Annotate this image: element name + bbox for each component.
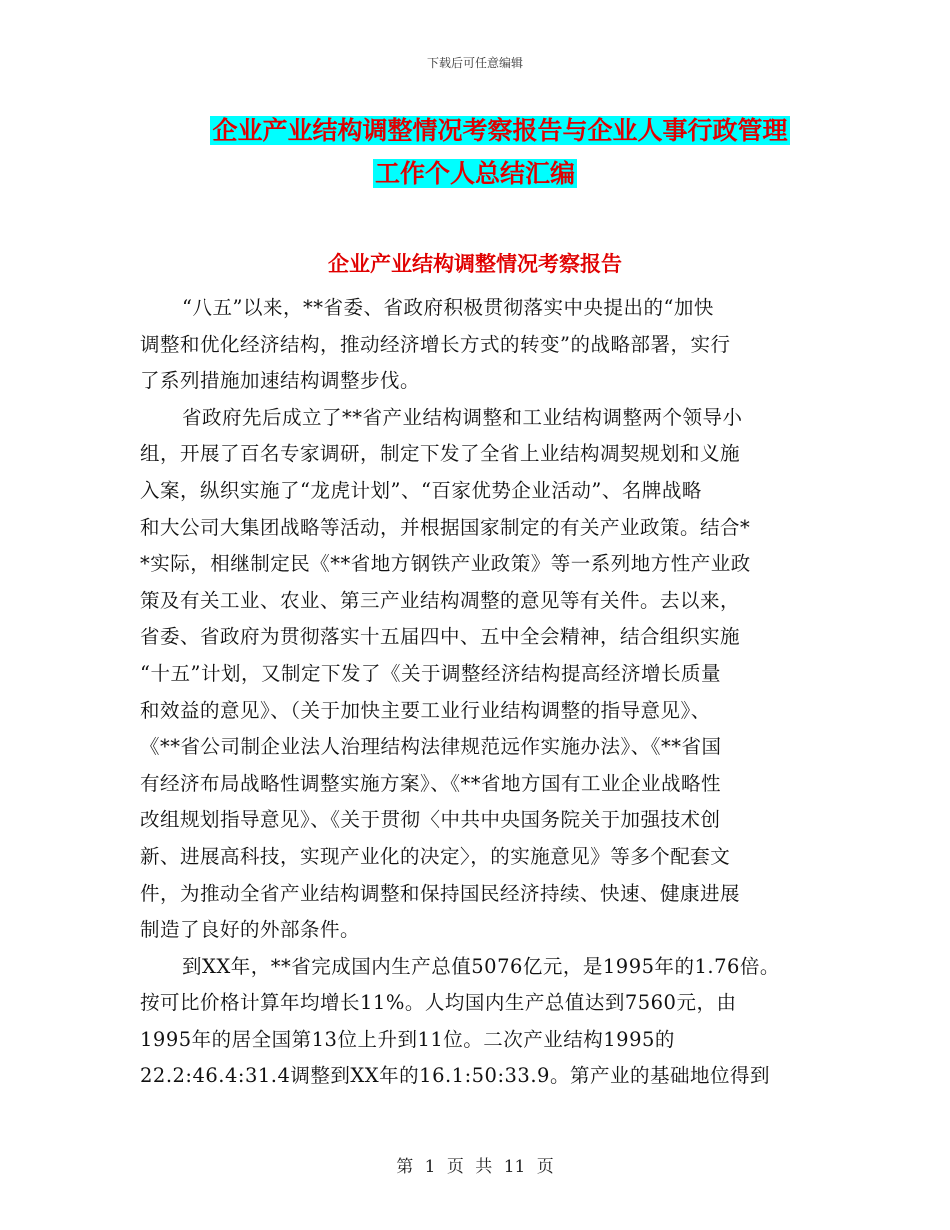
text-line: 调整和优化经济结构，推动经济增长方式的转变”的战略部署，实行 <box>140 332 731 356</box>
document-title-line-1 <box>25 114 950 148</box>
text-line: “十五”计划，又制定下发了《关于调整经济结构提高经济增长质量 <box>140 661 721 685</box>
text-line: 和效益的意见》、（关于加快主要工业行业结构调整的指导意见》、 <box>140 698 711 722</box>
text-line: 件，为推动全省产业结构调整和保持国民经济持续、快速、健康进展 <box>140 881 741 905</box>
text-line: 到XX年，**省完成国内生产总值5076亿元，是1995年的1.76倍。 <box>182 954 780 978</box>
text-line: 制造了良好的外部条件。 <box>140 918 361 942</box>
document-title-text-1: 企业产业结构调整情况考察报告与企业人事行政管理 <box>212 116 788 145</box>
text-line: 新、进展高科技，实现产业化的决定〉，的实施意见》等多个配套文 <box>140 844 731 868</box>
document-title-text-2: 工作个人总结汇编 <box>374 159 575 188</box>
header-note: 下载后可任意编辑 <box>426 56 523 70</box>
text-line: 《**省公司制企业法人治理结构法律规范远作实施办法》、《**省国 <box>140 735 722 759</box>
text-line: 了系列措施加速结构调整步伐。 <box>140 369 421 393</box>
text-line: 有经济布局战略性调整实施方案》、《**省地方国有工业企业战略性 <box>140 771 722 795</box>
body-text <box>140 290 840 1095</box>
text-line: 组，开展了百名专家调研，制定下发了全省上业结构凋契规划和义施 <box>140 442 741 466</box>
text-line: 22.2:46.4:31.4调整到XX年的16.1:50:33.9。第产业的基础地位得到 <box>140 1064 770 1088</box>
text-line: 省政府先后成立了**省产业结构调整和工业结构调整两个领导小 <box>182 405 743 429</box>
section-title: 企业产业结构调整情况考察报告 <box>328 252 622 276</box>
page-footer: 第 1 页 共 11 页 <box>396 1157 554 1177</box>
text-line: 和大公司大集团战略等活动，并根据国家制定的有关产业政策。结合* <box>140 515 751 539</box>
text-line: 策及有关工业、农业、第三产业结构凋整的意见等有关件。去以来， <box>140 588 741 612</box>
text-line: *实际，相继制定民《**省地方钢铁产业政策》等一系列地方性产业政 <box>140 552 751 576</box>
text-line: 1995年的居全国第13位上升到11位。二次产业结构1995的 <box>140 1027 675 1051</box>
text-line: 入案，纵织实施了“龙虎计划”、“百家优势企业活动”、名牌战略 <box>140 478 702 502</box>
document-title-line-2 <box>0 157 950 191</box>
text-line: “八五”以来，**省委、省政府积极贯彻落实中央提出的“加快 <box>182 296 714 319</box>
text-line: 改组规划指导意见》、《关于贯彻〈中共中央国务院关于加强技术创 <box>140 808 721 832</box>
text-line: 省委、省政府为贯彻落实十五届四中、五中全会精神，结合组织实施 <box>140 625 741 649</box>
text-line: 按可比价格计算年均增长11%。人均国内生产总值达到7560元，由 <box>140 991 737 1015</box>
